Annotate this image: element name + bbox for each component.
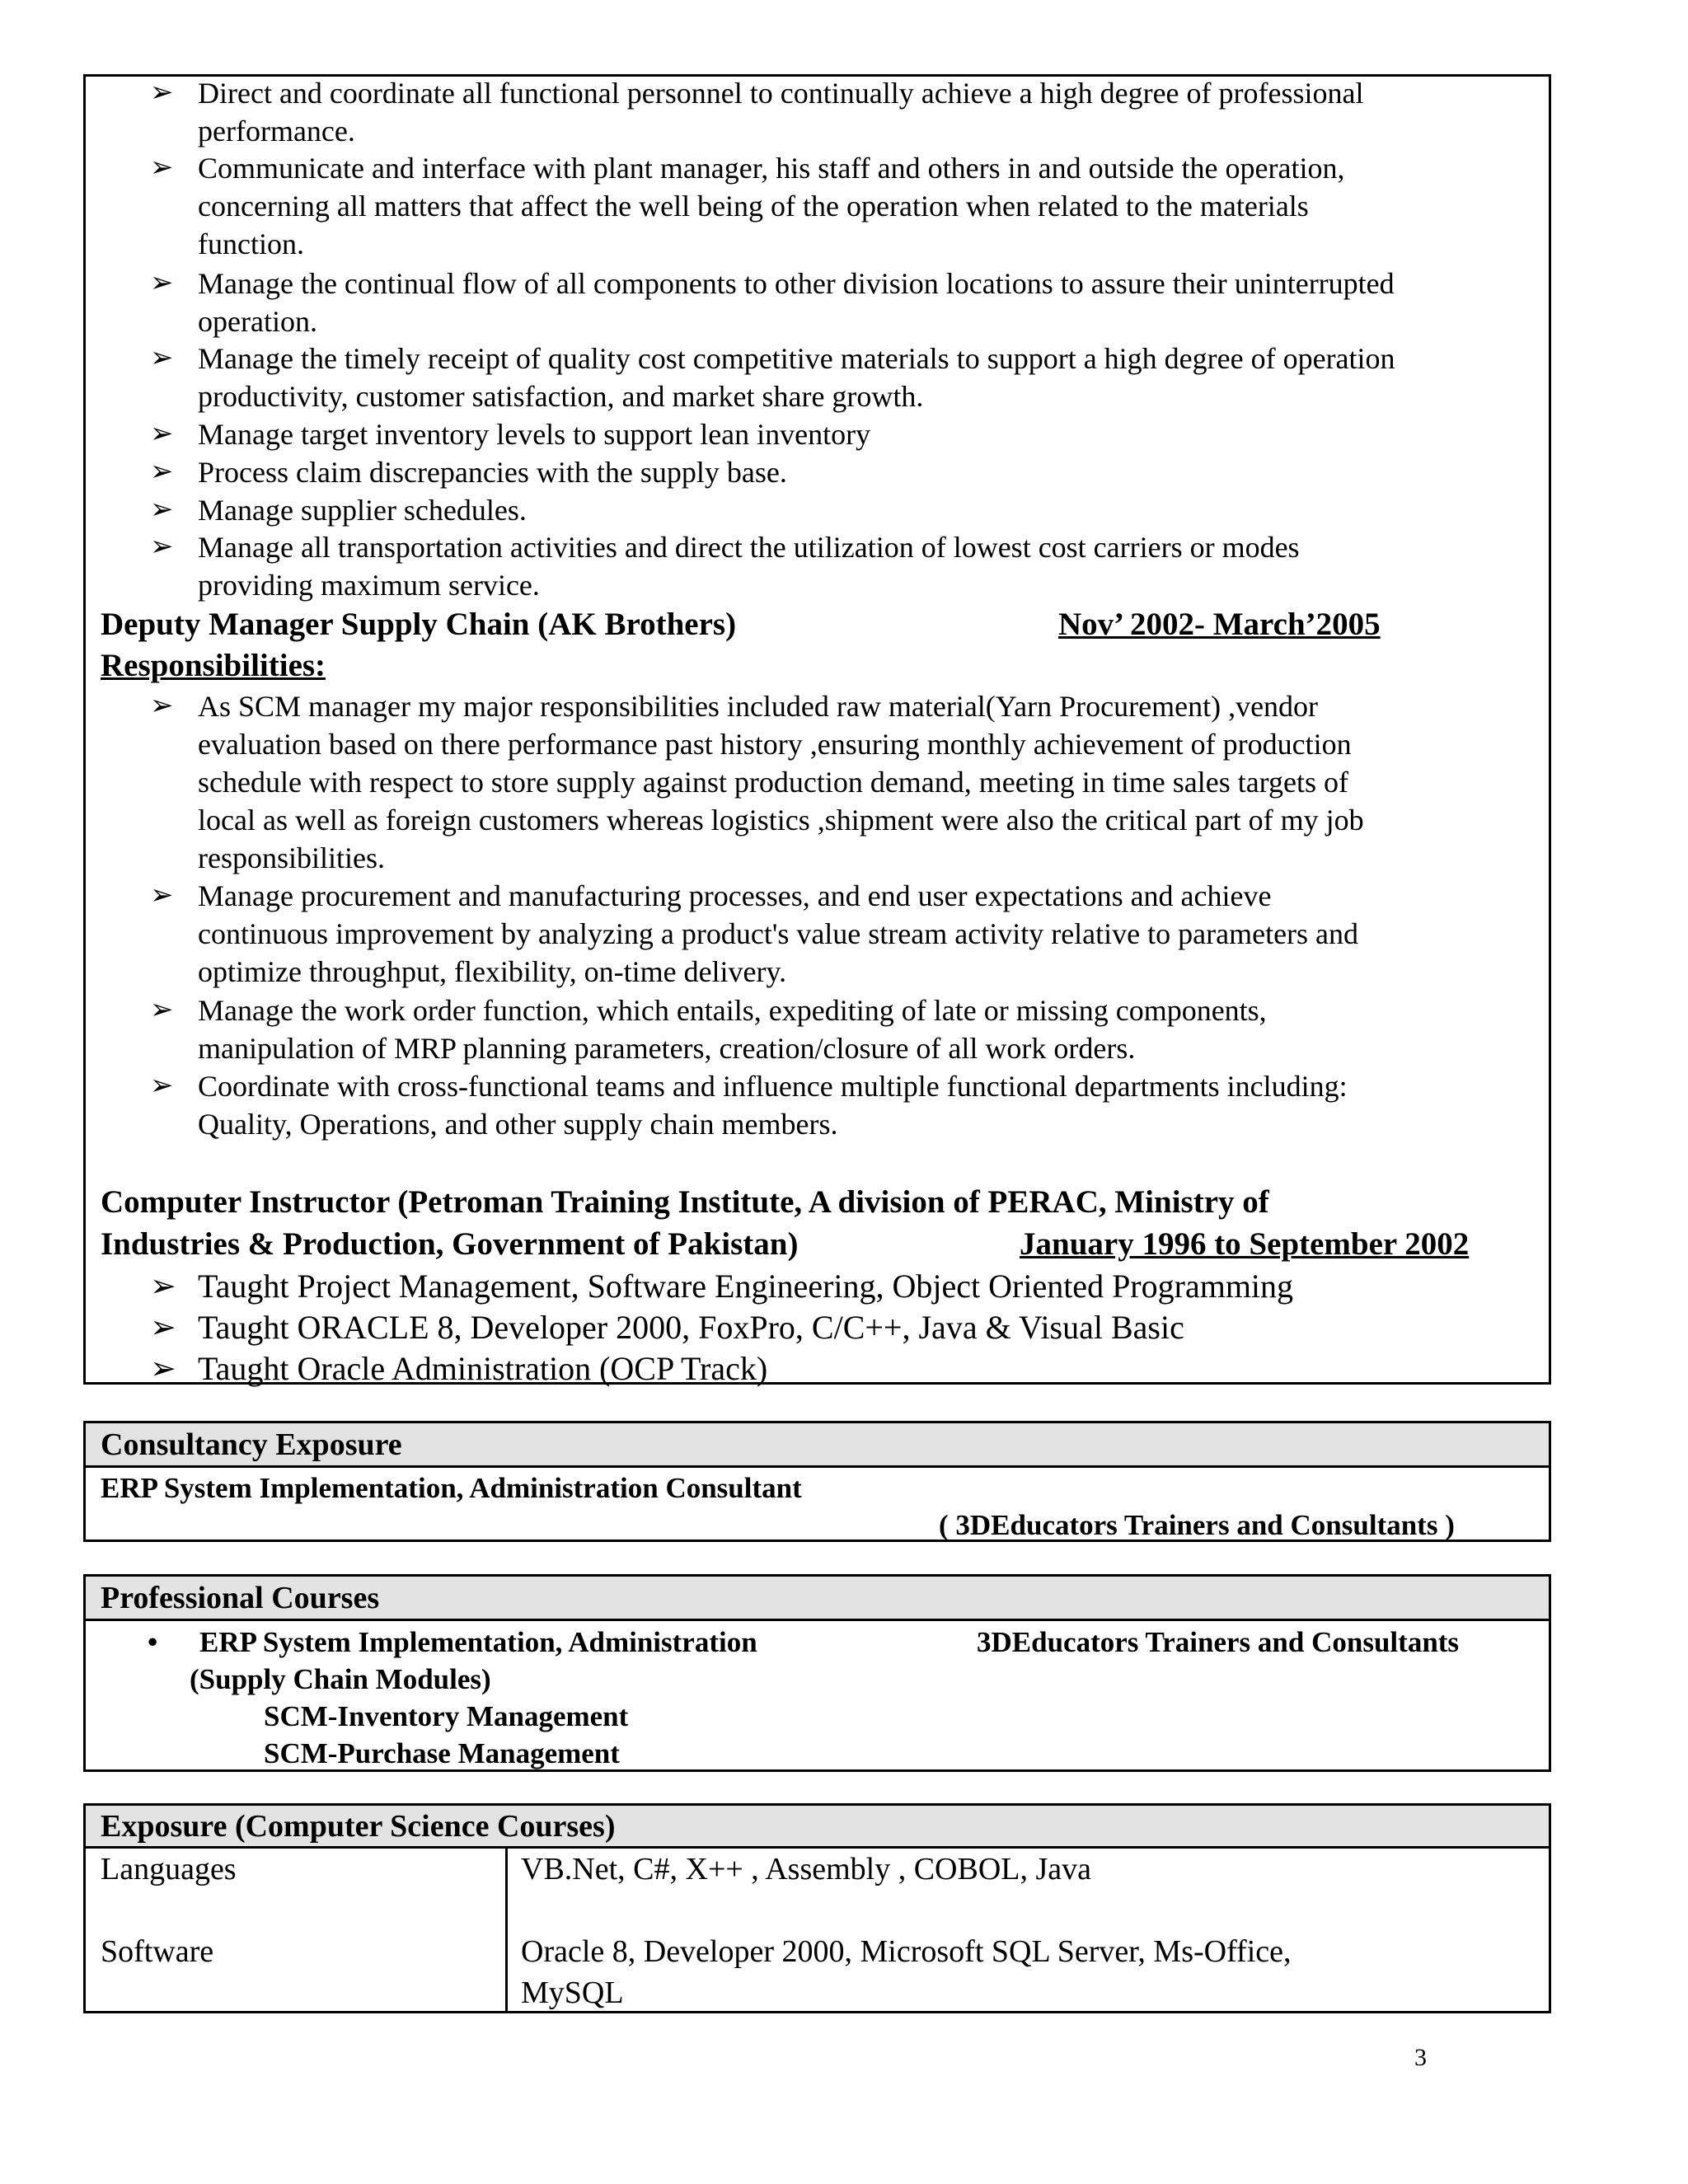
exposure-label: Software <box>101 1934 214 1969</box>
bullet-arrow-icon: ➢ <box>150 457 174 487</box>
bullet-arrow-icon: ➢ <box>150 152 174 183</box>
job-bullet: Manage target inventory levels to support lean inventory <box>198 418 871 451</box>
table-divider <box>505 1846 508 2011</box>
job-bullet: Manage supplier schedules. <box>198 494 527 527</box>
bullet-arrow-icon: ➢ <box>150 1071 174 1101</box>
consultancy-role: ERP System Implementation, Administration Consultant <box>101 1472 802 1504</box>
course-provider: 3DEducators Trainers and Consultants <box>977 1626 1460 1658</box>
job-bullet: Direct and coordinate all functional personnel to continually achieve a high degree of professional performance. <box>198 77 1364 148</box>
job-dates: January 1996 to September 2002 <box>1020 1226 1470 1262</box>
bullet-arrow-icon: ➢ <box>150 1310 176 1345</box>
job-dates: Nov’ 2002- March’2005 <box>1058 607 1381 642</box>
teaching-item: Taught ORACLE 8, Developer 2000, FoxPro, C/C++, Java & Visual Basic <box>198 1309 1184 1346</box>
job-bullet: Coordinate with cross-functional teams and influence multiple functional departments including: Quality, Operations, and other supply chain members. <box>198 1070 1348 1141</box>
course-module: SCM-Inventory Management <box>264 1700 629 1732</box>
bullet-arrow-icon: ➢ <box>150 77 174 108</box>
job-bullet: Communicate and interface with plant manager, his staff and others in and outside the operation, concerning all matters that affect the well being of the operation when related to the materials function. <box>198 152 1345 260</box>
job-bullet: Manage procurement and manufacturing processes, and end user expectations and achieve continuous improvement by analyzing a product's value stream activity relative to parameters and optimize throughput, flexibility, on-time delivery. <box>198 879 1359 988</box>
bullet-arrow-icon: ➢ <box>150 1352 176 1386</box>
bullet-arrow-icon: ➢ <box>150 1269 176 1304</box>
job-bullet: Manage the timely receipt of quality cost competitive materials to support a high degree of operation productivity, customer satisfaction, and market share growth. <box>198 342 1395 413</box>
section-title: Professional Courses <box>101 1581 380 1615</box>
course-module: SCM-Purchase Management <box>264 1737 620 1769</box>
job-title: Computer Instructor (Petroman Training Institute, A division of PERAC, Ministry of <box>101 1184 1269 1220</box>
exposure-section <box>83 1803 1551 2013</box>
exposure-value: VB.Net, C#, X++ , Assembly , COBOL, Java <box>521 1852 1092 1886</box>
bullet-arrow-icon: ➢ <box>150 419 174 449</box>
job-bullet: Process claim discrepancies with the supply base. <box>198 456 787 489</box>
bullet-arrow-icon: ➢ <box>150 532 174 562</box>
exposure-label: Languages <box>101 1852 237 1886</box>
job-bullet: As SCM manager my major responsibilities included raw material(Yarn Procurement) ,vendor evaluation based on there performance past history ,ensuring monthly achievement of production schedule with respect to store supply against production demand, meeting in time sales targets of local as well as foreign customers whereas logistics ,shipment were also the critical part of my job responsibilities. <box>198 690 1364 874</box>
consultancy-org: ( 3DEducators Trainers and Consultants ) <box>939 1509 1455 1541</box>
section-header <box>86 1577 1549 1621</box>
exposure-value: Oracle 8, Developer 2000, Microsoft SQL Server, Ms-Office, MySQL <box>521 1934 1292 2010</box>
bullet-arrow-icon: ➢ <box>150 343 174 373</box>
bullet-dot-icon: • <box>148 1626 158 1658</box>
job-bullet: Manage the continual flow of all components to other division locations to assure their uninterrupted operation. <box>198 267 1395 338</box>
bullet-arrow-icon: ➢ <box>150 995 174 1025</box>
job-title-continued: Industries & Production, Government of Pakistan) <box>101 1226 799 1262</box>
job-bullet: Manage all transportation activities and direct the utilization of lowest cost carriers or modes providing maximum service. <box>198 531 1300 602</box>
section-header <box>86 1806 1549 1849</box>
responsibilities-label: Responsibilities: <box>101 648 326 683</box>
bullet-arrow-icon: ➢ <box>150 880 174 911</box>
teaching-item: Taught Oracle Administration (OCP Track) <box>198 1350 768 1387</box>
job-title: Deputy Manager Supply Chain (AK Brothers) <box>101 607 737 642</box>
bullet-arrow-icon: ➢ <box>150 691 174 721</box>
teaching-item: Taught Project Management, Software Engineering, Object Oriented Programming <box>198 1268 1294 1305</box>
section-header <box>86 1423 1549 1468</box>
course-name: ERP System Implementation, Administration <box>199 1626 757 1658</box>
section-title: Consultancy Exposure <box>101 1427 402 1462</box>
consultancy-section <box>83 1421 1551 1542</box>
bullet-arrow-icon: ➢ <box>150 494 174 525</box>
courses-section <box>83 1574 1551 1772</box>
course-module-group: (Supply Chain Modules) <box>190 1663 491 1695</box>
section-title: Exposure (Computer Science Courses) <box>101 1809 616 1844</box>
bullet-arrow-icon: ➢ <box>150 268 174 298</box>
page-number: 3 <box>1414 2044 1427 2071</box>
job-bullet: Manage the work order function, which entails, expediting of late or missing components, manipulation of MRP planning parameters, creation/closure of all work orders. <box>198 994 1267 1065</box>
